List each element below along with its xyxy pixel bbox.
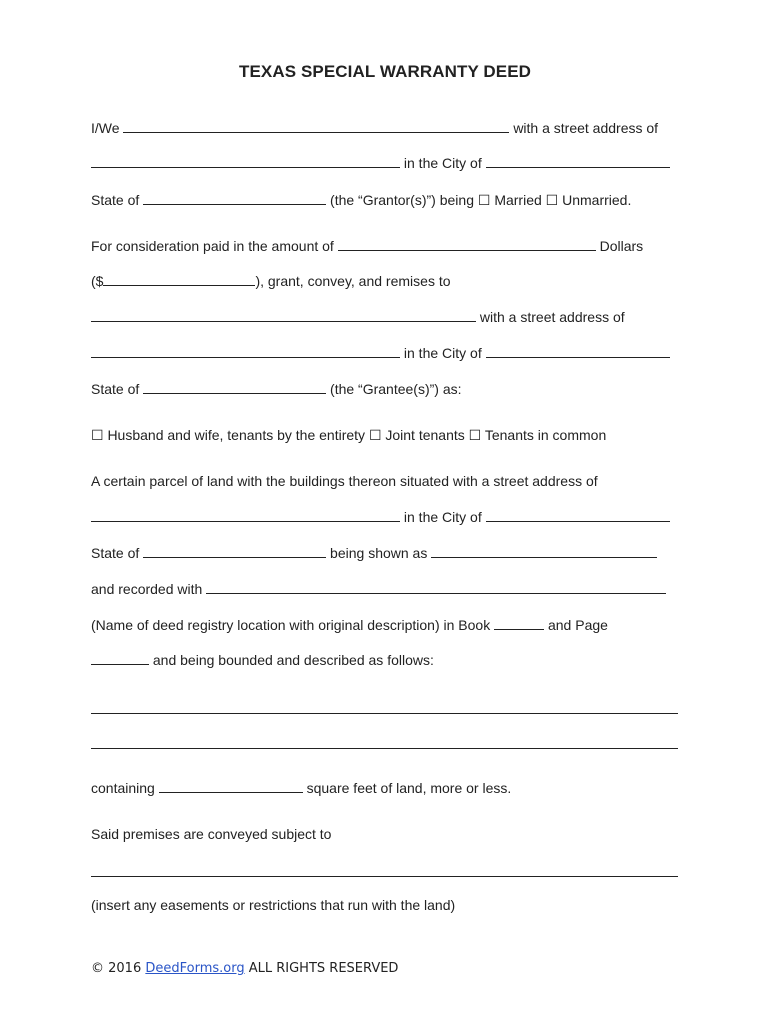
- grantor-name-blank[interactable]: [123, 119, 509, 133]
- grantor-city-blank[interactable]: [486, 154, 670, 168]
- consideration-line-2: [91, 272, 451, 290]
- consideration-label: For consideration paid in the amount of: [91, 238, 334, 254]
- parcel-line-2: [91, 508, 670, 526]
- registry-blank[interactable]: [206, 580, 666, 594]
- grantee-state-blank[interactable]: [143, 380, 326, 394]
- grantee-line-3: [91, 380, 462, 398]
- rights-text: ALL RIGHTS RESERVED: [248, 961, 399, 976]
- footer: [91, 961, 398, 976]
- page-blank[interactable]: [91, 651, 149, 665]
- deedforms-link[interactable]: DeedForms.org: [145, 961, 245, 976]
- grantee-label: (the “Grantee(s)”) as:: [330, 381, 462, 397]
- description-line-2[interactable]: [91, 748, 678, 749]
- grantee-address-blank[interactable]: [91, 344, 400, 358]
- tenancy-line: [91, 426, 606, 444]
- parcel-city-label: in the City of: [403, 509, 482, 525]
- grantee-name-blank[interactable]: [91, 308, 476, 322]
- being-shown-label: being shown as: [330, 545, 428, 561]
- grantee-state-label: State of: [91, 381, 140, 397]
- grantee-line-1: [91, 308, 625, 326]
- grant-text: ), grant, convey, and remises to: [255, 273, 451, 289]
- parcel-line-5: [91, 616, 608, 634]
- parcel-line-4: [91, 580, 666, 598]
- amount-words-blank[interactable]: [338, 237, 596, 251]
- premises-line: Said premises are conveyed subject to: [91, 826, 332, 842]
- grantor-state-label: State of: [91, 192, 140, 208]
- insert-note: (insert any easements or restrictions that run with the land): [91, 897, 456, 913]
- description-line-1[interactable]: [91, 713, 678, 714]
- husband-wife-checkbox[interactable]: ☐ Husband and wife, tenants by the entirety: [91, 427, 366, 443]
- book-blank[interactable]: [494, 616, 544, 630]
- dollars-label: Dollars: [599, 238, 644, 254]
- amount-number-blank[interactable]: [103, 272, 255, 286]
- dollar-open-label: ($: [91, 273, 104, 289]
- grantor-line-3: [91, 191, 631, 209]
- parcel-address-blank[interactable]: [91, 508, 400, 522]
- parcel-line-6: [91, 651, 434, 669]
- bounded-text: and being bounded and described as follows:: [152, 652, 434, 668]
- grantor-line-2: [91, 154, 670, 172]
- grantor-city-label: in the City of: [403, 155, 482, 171]
- square-feet-blank[interactable]: [159, 779, 303, 793]
- shown-as-blank[interactable]: [431, 544, 657, 558]
- area-line: [91, 779, 511, 797]
- square-feet-label: square feet of land, more or less.: [306, 780, 512, 796]
- parcel-line-3: [91, 544, 657, 562]
- joint-tenants-checkbox[interactable]: ☐ Joint tenants: [368, 427, 465, 443]
- parcel-state-label: State of: [91, 545, 140, 561]
- grantee-city-label: in the City of: [403, 345, 482, 361]
- tenants-common-checkbox[interactable]: ☐ Tenants in common: [468, 427, 607, 443]
- grantee-street-label: with a street address of: [479, 309, 625, 325]
- parcel-intro: A certain parcel of land with the buildings thereon situated with a street address of: [91, 473, 598, 489]
- parcel-city-blank[interactable]: [486, 508, 670, 522]
- registry-text: (Name of deed registry location with original description) in Book: [91, 617, 491, 633]
- grantee-line-2: [91, 344, 670, 362]
- restrictions-line[interactable]: [91, 876, 678, 877]
- grantor-label: (the “Grantor(s)”) being: [330, 192, 474, 208]
- containing-label: containing: [91, 780, 155, 796]
- parcel-state-blank[interactable]: [143, 544, 326, 558]
- document-title: TEXAS SPECIAL WARRANTY DEED: [238, 62, 532, 81]
- grantor-street-label: with a street address of: [513, 120, 659, 136]
- grantor-address-blank[interactable]: [91, 154, 400, 168]
- recorded-with-label: and recorded with: [91, 581, 203, 597]
- iwe-label: I/We: [91, 120, 120, 136]
- grantee-city-blank[interactable]: [486, 344, 670, 358]
- unmarried-checkbox[interactable]: ☐ Unmarried.: [545, 192, 632, 208]
- married-checkbox[interactable]: ☐ Married: [477, 192, 542, 208]
- grantor-line-1: [91, 119, 658, 137]
- and-page-label: and Page: [547, 617, 608, 633]
- consideration-line-1: [91, 237, 643, 255]
- grantor-state-blank[interactable]: [143, 191, 326, 205]
- copyright-text: © 2016: [91, 961, 142, 976]
